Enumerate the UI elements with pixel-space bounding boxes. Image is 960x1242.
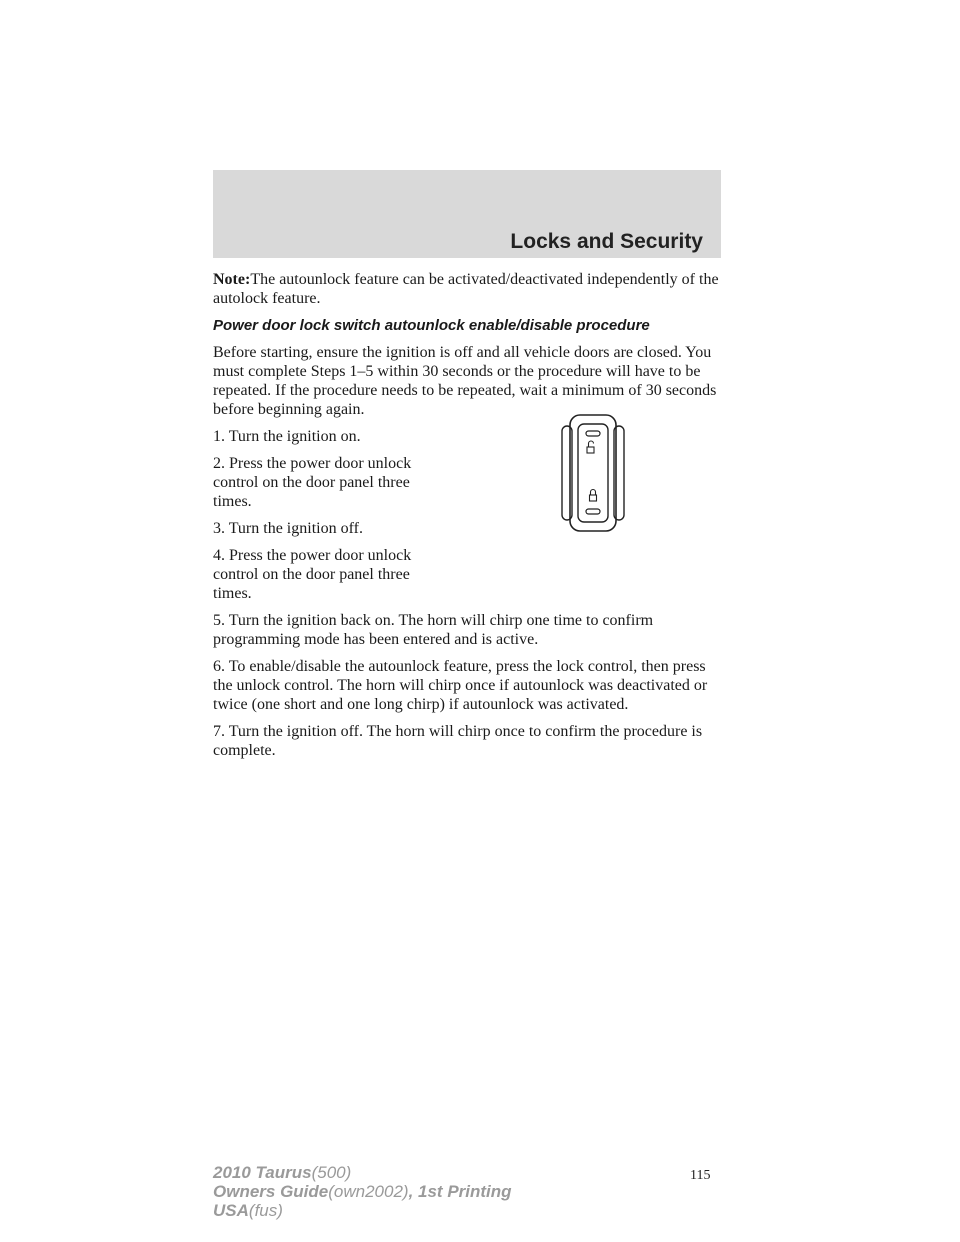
footer-line-guide: Owners Guide(own2002), 1st Printing [213, 1182, 512, 1201]
step-5: 5. Turn the ignition back on. The horn will chirp one time to confirm programming mode has been entered and is active. [213, 612, 654, 648]
footer-line-market: USA(fus) [213, 1201, 283, 1220]
step-6: 6. To enable/disable the autounlock feature, press the lock control, then press the unlock control. The horn will chirp once if autounlock was deactivated or twice (one short and one long chirp) if autounlock was activated. [213, 658, 708, 713]
step-2: 2. Press the power door unlock control on the door panel three times. [213, 455, 412, 510]
footer-line-model: 2010 Taurus(500) [213, 1163, 352, 1182]
page-content [213, 270, 723, 768]
procedure-heading: Power door lock switch autounlock enable/disable procedure [213, 317, 650, 334]
section-header-band [213, 170, 721, 258]
page-number: 115 [690, 1168, 711, 1183]
step-1: 1. Turn the ignition on. [213, 428, 361, 445]
step-3: 3. Turn the ignition off. [213, 520, 363, 537]
document-footer [213, 1163, 512, 1220]
section-title: Locks and Security [510, 230, 703, 253]
intro-paragraph: Before starting, ensure the ignition is off and all vehicle doors are closed. You must complete Steps 1–5 within 30 seconds or the procedure will have to be repeated. If the procedure needs to be repeated, wait a minimum of 30 seconds before beginning again. [213, 344, 717, 418]
note-label: Note: [213, 271, 251, 288]
step-4: 4. Press the power door unlock control on the door panel three times. [213, 547, 412, 602]
note-paragraph [213, 270, 723, 308]
step-7: 7. Turn the ignition off. The horn will chirp once to confirm the procedure is complete. [213, 723, 703, 759]
note-text: The autounlock feature can be activated/deactivated independently of the autolock feature. [213, 271, 719, 307]
power-door-lock-switch-icon [560, 414, 626, 532]
